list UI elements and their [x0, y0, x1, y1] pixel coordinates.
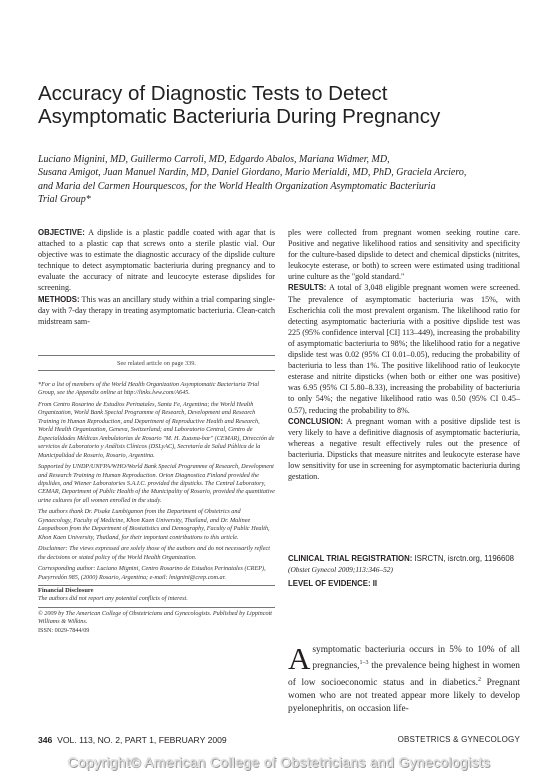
- footer-left: [38, 735, 227, 745]
- introduction-paragraph: [288, 641, 520, 716]
- trial-registration-block: [288, 554, 520, 590]
- copyright-watermark: Copyright© American College of Obstetricians and Gynecologists: [67, 754, 491, 770]
- objective-label: OBJECTIVE:: [38, 228, 85, 237]
- drop-cap: A: [288, 641, 311, 676]
- results-label: RESULTS:: [288, 283, 327, 293]
- journal-citation: (Obstet Gynecol 2009;113:346–52): [288, 564, 393, 574]
- level-of-evidence: LEVEL OF EVIDENCE: II: [288, 579, 378, 588]
- abstract-left-column: [38, 227, 275, 327]
- title-line-2: Asymptomatic Bacteriuria During Pregnancy: [38, 105, 441, 128]
- financial-disclosure-text: The authors did not report any potential conflicts of interest.: [38, 595, 188, 603]
- title-line-1: Accuracy of Diagnostic Tests to Detect: [38, 82, 388, 105]
- financial-disclosure-heading: Financial Disclosure: [38, 585, 275, 595]
- footnote-disclaimer: Disclaimer: The views expressed are solely those of the authors and do not necessarily reflect the decisions or stated policy of the World Health Organization.: [38, 545, 270, 561]
- reference-2[interactable]: 2: [478, 676, 481, 683]
- intro-text-2: the prevalence being highest in women of low socioeconomic status and in diabetics.: [288, 661, 520, 688]
- conclusion-text: A pregnant woman with a positive dipslide test is very likely to have a definitive diagnosis of asymptomatic bacteriuria, whereas a negative result effectively rules out the presence of bacteriuria. Dipsticks that measure nitrites and leukocyte esterase have low sensitivity for use in screening for asymptomatic bacteriuria during gestation.: [288, 416, 520, 482]
- conclusion-label: CONCLUSION:: [288, 416, 344, 426]
- footnote-corresponding-author: Corresponding author: Luciano Mignini, Centro Rosarino de Estudios Perinatales (CREP), Pueyrredón 985, (2000) Rosario, Argentina; e-mail: lmignini@crep.com.ar.: [38, 565, 266, 581]
- issn: ISSN: 0029-7844/09: [38, 626, 90, 634]
- intro-text-3: Pregnant women who are not treated appear more likely to develop pyelonephritis, on occasion life-: [288, 677, 520, 715]
- article-footnotes: [38, 381, 275, 638]
- trial-registration: [288, 554, 520, 565]
- journal-name: OBSTETRICS & GYNECOLOGY: [397, 735, 520, 744]
- authors-line-1: Luciano Mignini, MD, Guillermo Carroli, MD, Edgardo Abalos, Mariana Widmer, MD,: [38, 154, 390, 165]
- abstract-methods: [38, 294, 275, 327]
- methods-text: This was an ancillary study within a trial comparing single-day with 7-day therapy in treating asymptomatic bacteriuria. Clean-catch midstream sam-: [38, 294, 275, 326]
- intro-text-1: symptomatic bacteriuria occurs in 5% to 10% of all pregnancies,: [312, 645, 520, 672]
- page-number: 346: [38, 735, 53, 745]
- authors-line-4: Trial Group*: [38, 194, 91, 206]
- methods-continued: ples were collected from pregnant women seeking routine care. Positive and negative likelihood ratios and sensitivity and specificity for the culture-based dipslide to detect and chemical dipsticks (nitrites, leukocyte esterase, or both) to screen were estimated using traditional urine culture as the "gold standard.": [288, 228, 520, 282]
- article-title: [38, 82, 528, 128]
- abstract-right-column: [288, 227, 520, 482]
- footnote-trial-group: *For a list of members of the World Health Organization Asymptomatic Bacteriuria Trial Group, see the Appendix online at http://links.lww.com/A645.: [38, 381, 260, 397]
- copyright-notice: © 2009 by The American College of Obstetricians and Gynecologists. Published by Lippincott Williams & Wilkins.: [38, 607, 275, 627]
- author-list: [38, 153, 528, 207]
- objective-text: A dipslide is a plastic paddle coated with agar that is attached to a plastic cap that screws onto a sterile plastic vial. Our objective was to estimate the diagnostic accuracy of the dipslide culture technique to detect asymptomatic bacteriuria during pregnancy and to evaluate the accuracy of nitrate and leucocyte esterase dipslides for screening.: [38, 228, 275, 293]
- authors-line-3: and Maria del Carmen Hourquescos, for the World Health Organization Asymptomatic Bacteriuria: [38, 180, 436, 192]
- trial-registration-label: CLINICAL TRIAL REGISTRATION:: [288, 554, 413, 563]
- footnote-support: Supported by UNDP/UNFPA/WHO/World Bank Special Programme of Research, Development and Research Training in Human Reproduction. Orion Diagnostica Finland provided the dipslides, and Wiener Laboratories S.A.I.C. provided the dipsticks. The Central Laboratory, CEMAR, Department of Public Health of the Municipality of Rosario, provided the quantitative urine cultures for all women enrolled in the study.: [38, 463, 275, 504]
- abstract-objective: [38, 227, 275, 294]
- footnote-affiliations: From Centro Rosarino de Estudios Perinatales, Santa Fe, Argentina; the World Health Organization, World Bank Special Programme of Research, Development and Research Training in Human Reproduction, and Department of Reproductive Health and Research, World Health Organization, Geneva, Switzerland; and Laboratorio Central, Centro de Especialidades Médicas Ambulatorias de Rosario "M. H. Zuasna-bar" (CEMAR), Dirección de servicios de Laboratorio y Análisis Clínicos (DSLyAC), Secretaría de Salud Pública de la Municipalidad de Rosario, Rosario, Argentina.: [38, 400, 275, 459]
- trial-registration-id: ISRCTN, isrctn.org, 1196608: [412, 554, 515, 563]
- reference-1-3[interactable]: 1–3: [359, 660, 369, 667]
- issue-info: VOL. 113, NO. 2, PART 1, FEBRUARY 2009: [57, 735, 227, 745]
- results-text: A total of 3,048 eligible pregnant women were screened. The prevalence of asymptomatic bacteriuria was 15%, with Escherichia coli the most prevalent organism. The likelihood ratio for detecting asymptomatic bacteriuria with a positive dipslide test was 225 (95% confidence interval [CI] 113–449), increasing the probability of asymptomatic bacteriuria to 98%; the likelihood ratio for a negative dipslide test was 0.02 (95% CI 0.01–0.05), reducing the probability of bacteriuria to less than 1%. The positive likelihood ratio of leukocyte esterase and nitrite dipsticks (when both or either one was positive) was 6.95 (95% CI 5.80–8.33), increasing the probability of bacteriuria to only 54%; the negative likelihood ratio was 0.50 (95% CI 0.45–0.57), reducing the probability to 8%.: [288, 283, 520, 415]
- see-related-article-link[interactable]: See related article on page 339.: [38, 355, 275, 371]
- footnote-acknowledgments: The authors thank Dr. Pisake Lumbiganon from the Department of Obstetrics and Gynaecology, Faculty of Medicine, Khon Kaen University, Thailand, and Dr. Malinee Laopaiboon from the Department of Biostatistics and Demography, Faculty of Public Health, Khon Kaen University, Thailand, for their important contributions to this article.: [38, 508, 270, 541]
- methods-label: METHODS:: [38, 294, 80, 304]
- authors-line-2: Susana Amigot, Juan Manuel Nardin, MD, Daniel Giordano, Mario Merialdi, MD, PhD, Graciela Arciero,: [38, 167, 467, 179]
- abstract-conclusion: [288, 416, 520, 483]
- abstract-results: [288, 282, 520, 415]
